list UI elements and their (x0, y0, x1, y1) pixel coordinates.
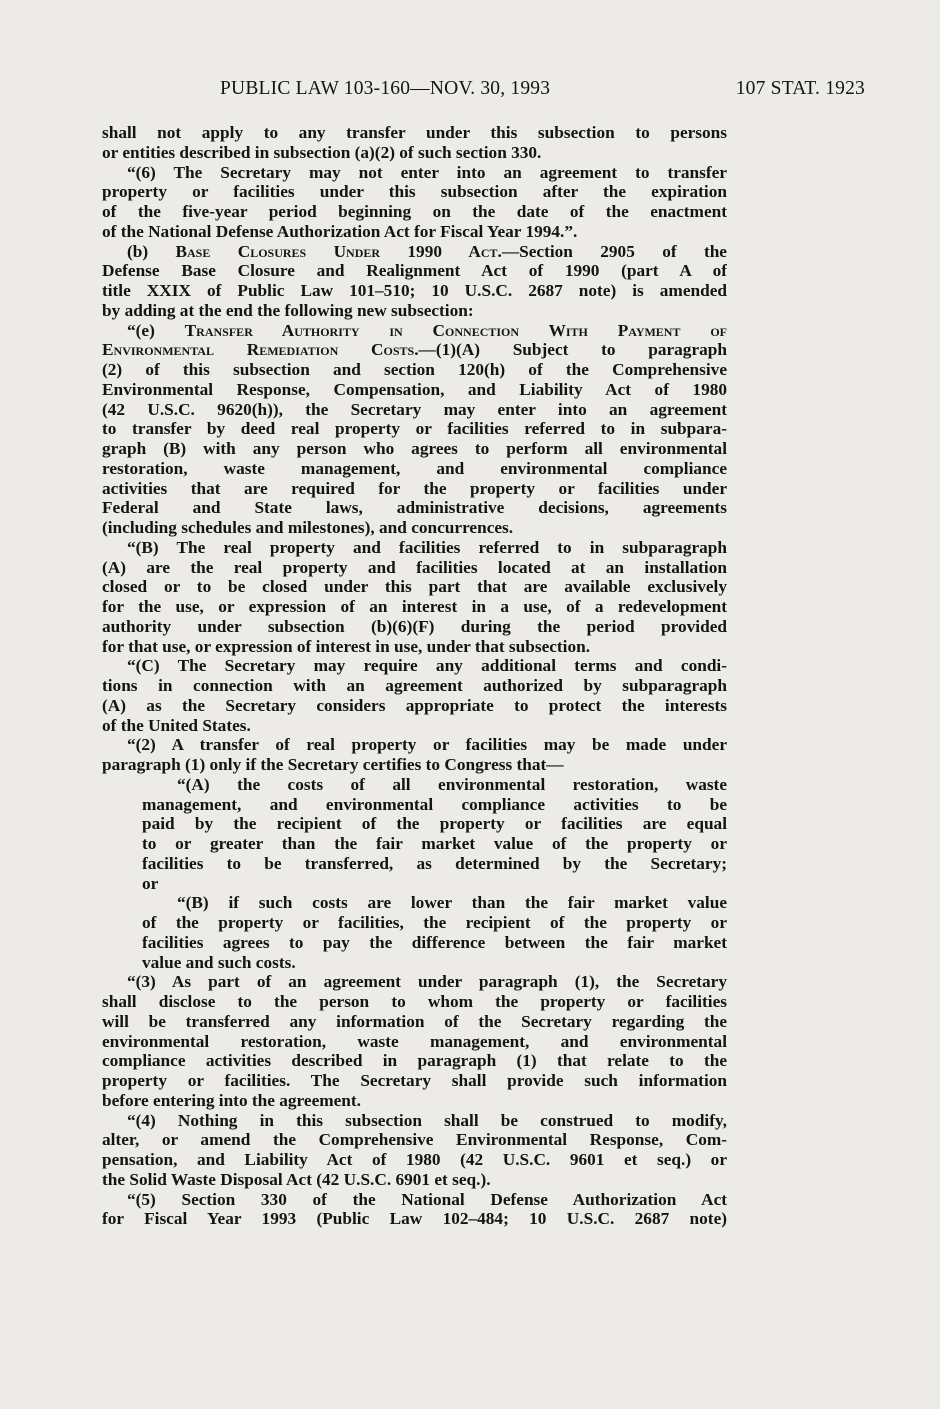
text-line: of the National Defense Authorization Act for Fiscal Year 1994.”. (102, 221, 578, 241)
text-line: for the use, or expression of an interest in a use, of a redevelopment (102, 597, 727, 616)
text-line: will be transferred any information of the Secretary regarding the (102, 1011, 727, 1031)
text-line: value and such costs. (142, 952, 296, 972)
text-line: paragraph (1) only if the Secretary certifies to Congress that— (102, 755, 564, 774)
text-line: or (142, 873, 159, 893)
text-line: before entering into the agreement. (102, 1090, 361, 1110)
text-line: of the United States. (102, 715, 251, 735)
text-line: (including schedules and milestones), and concurrences. (102, 518, 514, 537)
text-line: (A) are the real property and facilities located at an installation (102, 557, 727, 577)
text-line: restoration, waste management, and environmental compliance (102, 458, 727, 478)
text-line: title XXIX of Public Law 101–510; 10 U.S.C. 2687 note) is amended (102, 281, 727, 300)
text-line: “(6) The Secretary may not enter into an agreement to transfer (127, 162, 727, 182)
text-span: .—Section 2905 of the (497, 241, 727, 261)
text-line: “(B) The real property and facilities referred to in subparagraph (127, 537, 727, 557)
text-line: tions in connection with an agreement authorized by subparagraph (102, 676, 727, 695)
small-caps-heading: Environmental Remediation Costs (102, 340, 415, 360)
text-line: “(A) the costs of all environmental restoration, waste (177, 774, 727, 794)
text-line: (2) of this subsection and section 120(h) of the Comprehensive (102, 360, 727, 379)
text-line: to transfer by deed real property or facilities referred to in subpara- (102, 419, 727, 439)
text-line (102, 242, 727, 262)
text-line: (42 U.S.C. 9620(h)), the Secretary may enter into an agreement (102, 399, 727, 419)
text-line: shall disclose to the person to whom the property or facilities (102, 992, 727, 1011)
text-line: “(5) Section 330 of the National Defense Authorization Act (127, 1189, 727, 1209)
text-line (102, 321, 727, 341)
text-line: paid by the recipient of the property or facilities are equal (142, 814, 727, 834)
text-line: property or facilities. The Secretary shall provide such information (102, 1071, 727, 1090)
text-line: for that use, or expression of interest in use, under that subsection. (102, 636, 591, 656)
text-line: Defense Base Closure and Realignment Act of 1990 (part A of (102, 261, 727, 281)
text-line: of the five-year period beginning on the date of the enactment (102, 202, 727, 221)
text-line: “(C) The Secretary may require any additional terms and condi- (127, 656, 727, 676)
text-line: facilities agrees to pay the difference between the fair market (142, 932, 727, 952)
text-line: or entities described in subsection (a)(2) of such section 330. (102, 142, 542, 162)
text-line: graph (B) with any person who agrees to perform all environmental (102, 439, 727, 458)
text-line: authority under subsection (b)(6)(F) during the period provided (102, 616, 727, 636)
text-line: closed or to be closed under this part that are available exclusively (102, 577, 727, 597)
text-line (102, 340, 727, 360)
text-line: “(3) As part of an agreement under paragraph (1), the Secretary (127, 972, 727, 992)
text-line: Federal and State laws, administrative decisions, agreements (102, 498, 727, 518)
text-span: (b) (127, 241, 176, 261)
text-line: “(B) if such costs are lower than the fair market value (177, 893, 727, 913)
text-line: “(2) A transfer of real property or facilities may be made under (127, 735, 727, 755)
text-line: pensation, and Liability Act of 1980 (42 U.S.C. 9601 et seq.) or (102, 1150, 727, 1169)
document-body (102, 123, 727, 1229)
text-line: compliance activities described in paragraph (1) that relate to the (102, 1051, 727, 1071)
text-line: shall not apply to any transfer under this subsection to persons (102, 123, 727, 142)
text-span: “(e) (127, 320, 185, 340)
small-caps-heading: Transfer Authority in Connection With Payment of (184, 320, 727, 340)
page-header (100, 78, 865, 102)
text-line: management, and environmental compliance activities to be (142, 794, 727, 814)
text-line: Environmental Response, Compensation, and Liability Act of 1980 (102, 379, 727, 399)
text-line: the Solid Waste Disposal Act (42 U.S.C. 6901 et seq.). (102, 1169, 491, 1189)
text-line: (A) as the Secretary considers appropriate to protect the interests (102, 695, 727, 715)
text-line: to or greater than the fair market value of the property or (142, 834, 727, 853)
header-page-ref: 107 STAT. 1923 (735, 78, 865, 99)
text-line: property or facilities under this subsection after the expiration (102, 182, 727, 202)
text-span: .—(1)(A) Subject to paragraph (414, 340, 727, 360)
text-line: environmental restoration, waste management, and environmental (102, 1031, 727, 1051)
text-line: of the property or facilities, the recipient of the property or (142, 913, 727, 932)
text-line: alter, or amend the Comprehensive Environmental Response, Com- (102, 1130, 727, 1150)
text-line: facilities to be transferred, as determined by the Secretary; (142, 853, 727, 873)
text-line: “(4) Nothing in this subsection shall be construed to modify, (127, 1110, 727, 1130)
text-line: for Fiscal Year 1993 (Public Law 102–484; 10 U.S.C. 2687 note) (102, 1209, 727, 1229)
text-line: activities that are required for the property or facilities under (102, 478, 727, 498)
header-title: PUBLIC LAW 103-160—NOV. 30, 1993 (220, 78, 551, 99)
text-line: by adding at the end the following new subsection: (102, 300, 474, 320)
small-caps-heading: Base Closures Under 1990 Act (175, 241, 498, 261)
